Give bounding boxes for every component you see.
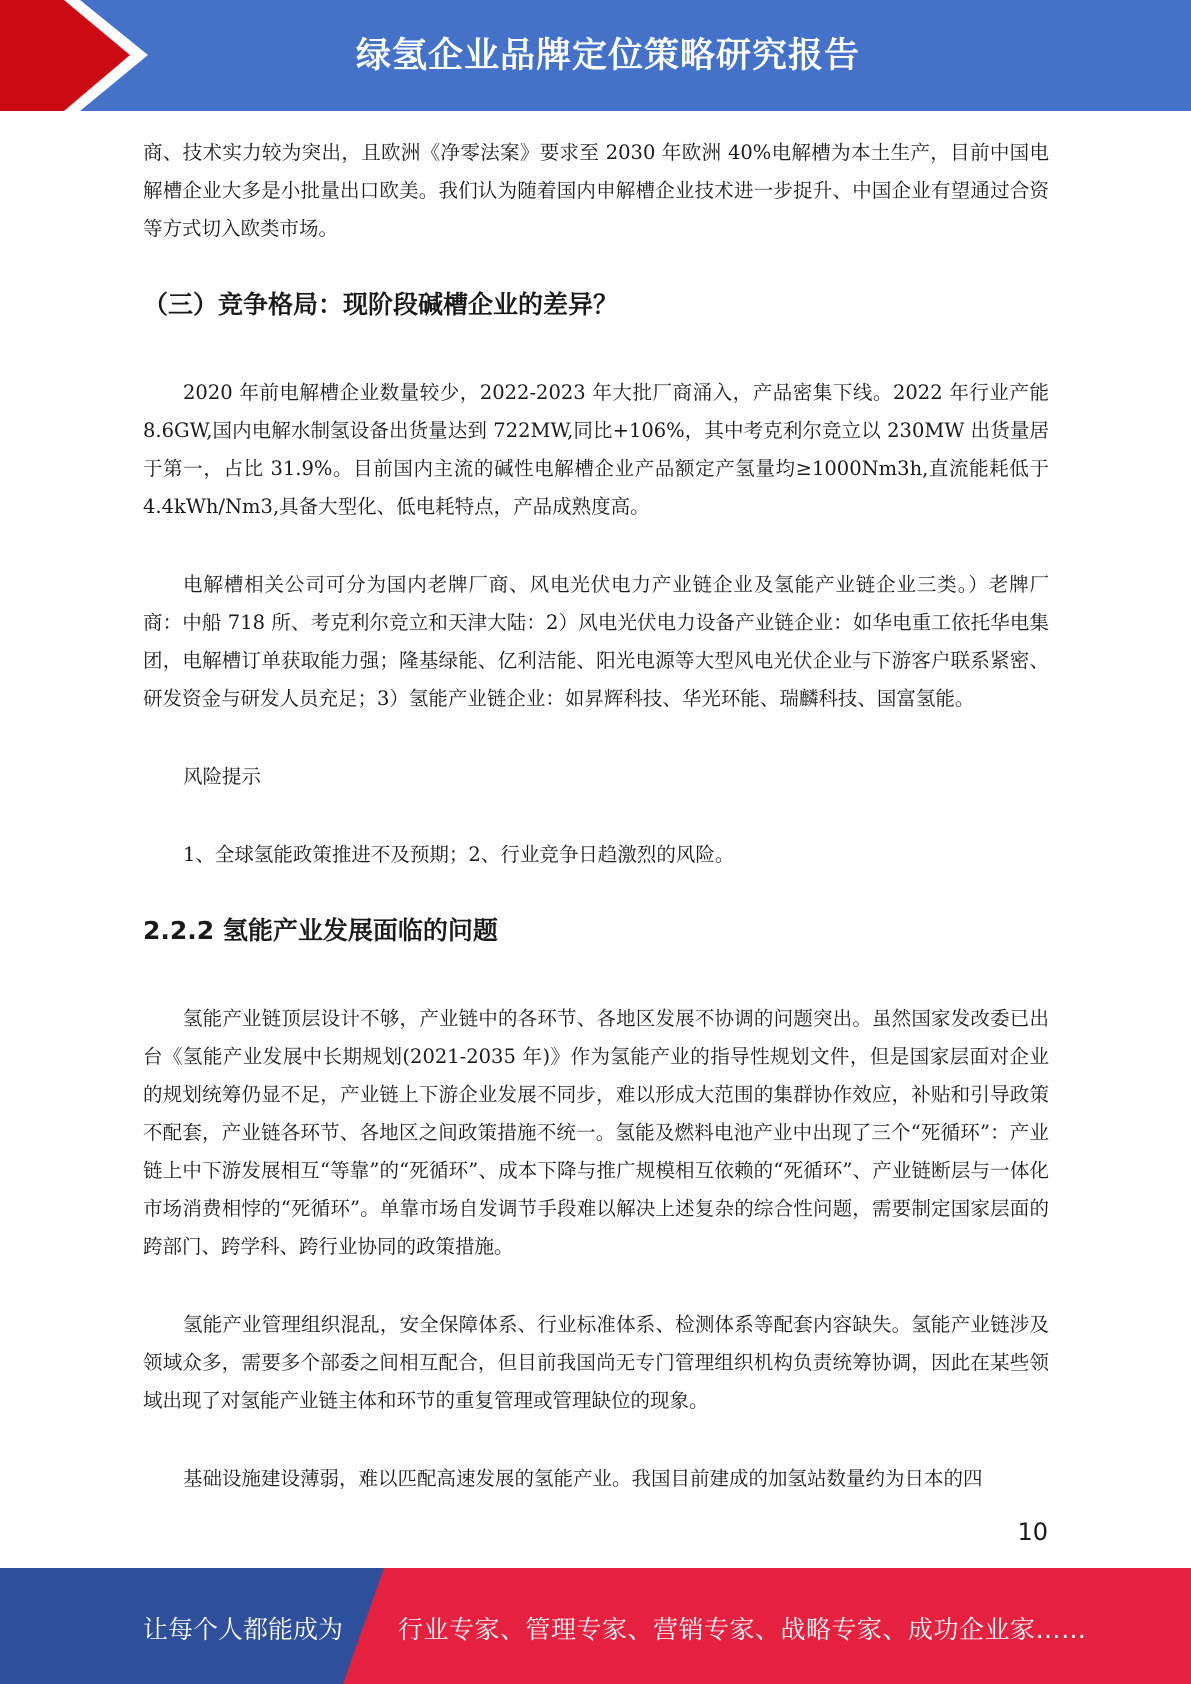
risk-notice-items: 1、全球氢能政策推进不及预期；2、行业竞争日趋激烈的风险。	[183, 843, 735, 866]
page-header	[0, 0, 1191, 111]
page-content	[143, 134, 1049, 1538]
section-heading-competition: （三）竞争格局：现阶段碱槽企业的差异？	[143, 290, 619, 319]
footer-slogan-left: 让每个人都能成为	[143, 1615, 344, 1644]
section-heading-industry-problems: 2.2.2 氢能产业发展面临的问题	[143, 916, 498, 945]
paragraph-management: 氢能产业管理组织混乱，安全保障体系、行业标准体系、检测体系等配套内容缺失。氢能产业链涉及领域众多，需要多个部委之间相互配合，但目前我国尚无专门管理组织机构负责统筹协调，因此在某些领域出现了对氢能产业链主体和环节的重复管理或管理缺位的现象。	[143, 1313, 1049, 1412]
paragraph-company-categories: 电解槽相关公司可分为国内老牌厂商、风电光伏电力产业链企业及氢能产业链企业三类。）老牌厂商：中船 718 所、考克利尔竞立和天津大陆：2）风电光伏电力设备产业链企业：如华电重工依托华电集团，电解槽订单获取能力强；隆基绿能、亿利洁能、阳光电源等大型风电光伏企业与下游客户联系紧密、研发资金与研发人员充足；3）氢能产业链企业：如昇辉科技、华光环能、瑞麟科技、国富氢能。	[143, 573, 1049, 710]
paragraph-top-level-design: 氢能产业链顶层设计不够，产业链中的各环节、各地区发展不协调的问题突出。虽然国家发改委已出台《氢能产业发展中长期规划(2021-2035 年)》作为氢能产业的指导性规划文件，但是国家层面对企业的规划统筹仍显不足，产业链上下游企业发展不同步，难以形成大范围的集群协作效应，补贴和引导政策不配套，产业链各环节、各地区之间政策措施不统一。氢能及燃料电池产业中出现了三个“死循环”：产业链上中下游发展相互“等靠”的“死循环”、成本下降与推广规模相互依赖的“死循环”、产业链断层与一体化市场消费相悖的“死循环”。单靠市场自发调节手段难以解决上述复杂的综合性问题，需要制定国家层面的跨部门、跨学科、跨行业协同的政策措施。	[143, 1007, 1049, 1258]
footer-slogan-right: 行业专家、管理专家、营销专家、战略专家、成功企业家……	[398, 1615, 1087, 1644]
paragraph-electrolyzer-export: 商、技术实力较为突出，且欧洲《净零法案》要求至 2030 年欧洲 40%电解槽为本土生产，目前中国电解槽企业大多是小批量出口欧美。我们认为随着国内申解槽企业技术进一步捉升、中国企业有望通过合资等方式切入欧类市场。	[143, 141, 1049, 240]
page-number: 10	[1017, 1518, 1048, 1546]
risk-notice-label: 风险提示	[183, 765, 262, 788]
document-title: 绿氢企业品牌定位策略研究报告	[356, 36, 861, 76]
paragraph-market-capacity: 2020 年前电解槽企业数量较少，2022-2023 年大批厂商涌入，产品密集下线。2022 年行业产能 8.6GW,国内电解水制氢设备出货量达到 722MW,同比+106%，其中考克利尔竞立以 230MW 出货量居于第一，占比 31.9%。目前国内主流的碱性电解槽企业产品额定产氢量均≥1000Nm3h,直流能耗低于 4.4kWh/Nm3,具备大型化、低电耗特点，产品成熟度高。	[143, 381, 1049, 518]
paragraph-infrastructure: 基础设施建设薄弱，难以匹配高速发展的氢能产业。我国目前建成的加氢站数量约为日本的四	[183, 1467, 983, 1490]
page-footer	[0, 1568, 1191, 1684]
